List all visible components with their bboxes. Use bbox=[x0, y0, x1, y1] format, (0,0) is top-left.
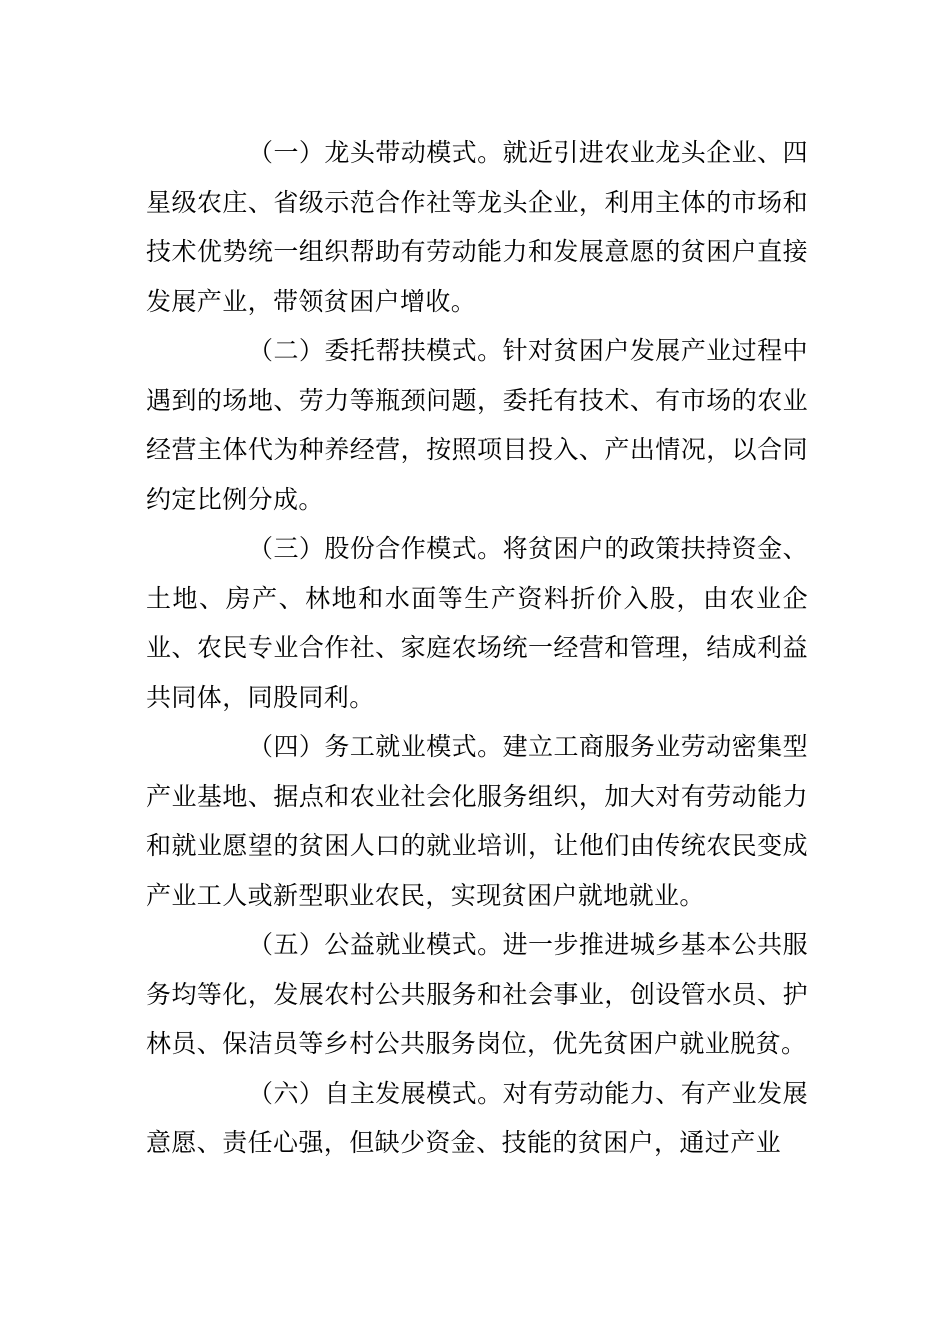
paragraph-leading-model: （一）龙头带动模式。就近引进农业龙头企业、四星级农庄、省级示范合作社等龙头企业，利用主体的市场和技术优势统一组织帮助有劳动能力和发展意愿的贫困户直接发展产业，带领贫困户增收。 bbox=[146, 138, 808, 316]
paragraph-shareholding-cooperation-model: （三）股份合作模式。将贫困户的政策扶持资金、土地、房产、林地和水面等生产资料折价入股，由农业企业、农民专业合作社、家庭农场统一经营和管理，结成利益共同体，同股同利。 bbox=[146, 534, 808, 712]
paragraph-self-development-model: （六）自主发展模式。对有劳动能力、有产业发展意愿、责任心强，但缺少资金、技能的贫困户，通过产业 bbox=[146, 1078, 808, 1157]
paragraph-entrusted-assistance-model: （二）委托帮扶模式。针对贫困户发展产业过程中遇到的场地、劳力等瓶颈问题，委托有技术、有市场的农业经营主体代为种养经营，按照项目投入、产出情况，以合同约定比例分成。 bbox=[146, 336, 808, 514]
document-body bbox=[146, 128, 808, 1168]
paragraph-employment-model: （四）务工就业模式。建立工商服务业劳动密集型产业基地、据点和农业社会化服务组织，加大对有劳动能力和就业愿望的贫困人口的就业培训，让他们由传统农民变成产业工人或新型职业农民，实现贫困户就地就业。 bbox=[146, 732, 808, 910]
paragraph-public-welfare-employment-model: （五）公益就业模式。进一步推进城乡基本公共服务均等化，发展农村公共服务和社会事业，创设管水员、护林员、保洁员等乡村公共服务岗位，优先贫困户就业脱贫。 bbox=[146, 930, 808, 1058]
